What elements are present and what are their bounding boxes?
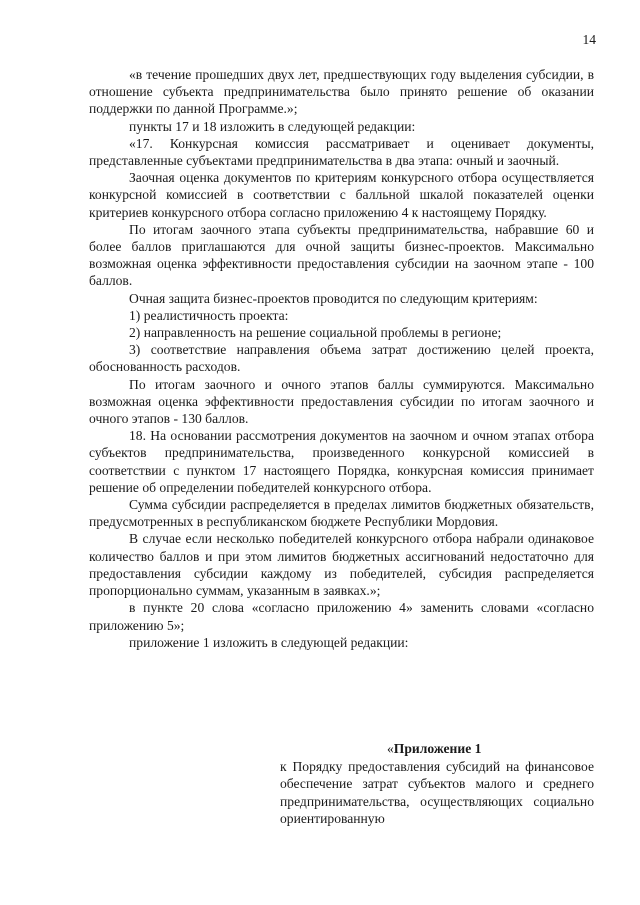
appendix-open-quote: « bbox=[387, 741, 394, 756]
paragraph-9: Сумма субсидии распределяется в пределах лимитов бюджетных обязательств, предусмотренных в республиканском бюджете Республики Мордовия. bbox=[89, 497, 594, 530]
appendix-title-text: Приложение 1 bbox=[393, 741, 482, 756]
paragraph-11: в пункте 20 слова «согласно приложению 4» заменить словами «согласно приложению 5»; bbox=[89, 600, 594, 633]
appendix-text: к Порядку предоставления субсидий на финансовое обеспечение затрат субъектов малого и среднего предпринимательства, осуществляющих социально ориентированную bbox=[280, 759, 594, 826]
paragraph-7: По итогам заочного и очного этапов баллы суммируются. Максимально возможная оценка эффективности предоставления субсидии по итогам заочного и очного этапов - 130 баллов. bbox=[89, 376, 594, 427]
paragraph-1: «в течение прошедших двух лет, предшествующих году выделения субсидии, в отношение субъекта предпринимательства было принято решение об оказании поддержки по данной Программе.»; bbox=[89, 67, 594, 117]
list-item-3: 3) соответствие направления объема затрат достижению целей проекта, обоснованность расходов. bbox=[89, 342, 594, 375]
paragraph-10: В случае если несколько победителей конкурсного отбора набрали одинаковое количество баллов и при этом лимитов бюджетных ассигнований недостаточно для предоставления субсидии каждому из победителей, субсидия распределяется пропорционально суммам, указанным в заявках.»; bbox=[89, 531, 594, 599]
paragraph-5: По итогам заочного этапа субъекты предпринимательства, набравшие 60 и более баллов приглашаются для очной защиты бизнес-проектов. Максимально возможная оценка эффективности предоставления субсидии на заочном этапе - 100 баллов. bbox=[89, 221, 594, 289]
appendix-block bbox=[280, 740, 594, 827]
page-number: 14 bbox=[582, 32, 596, 47]
paragraph-4: Заочная оценка документов по критериям конкурсного отбора осуществляется конкурсной комиссией в соответствии с балльной шкалой показателей оценки критериев конкурсного отбора согласно приложению 4 к настоящему Порядку. bbox=[89, 170, 594, 220]
list-item-1: 1) реалистичность проекта: bbox=[129, 307, 289, 323]
paragraph-8: 18. На основании рассмотрения документов на заочном и очном этапах отбора субъектов предпринимательства, произведенного конкурсной комиссией в соответствии с пунктом 17 настоящего Порядка, конкурсная комиссия принимает решение об определении победителей конкурсного отбора. bbox=[89, 428, 594, 495]
appendix-title bbox=[280, 740, 594, 757]
paragraph-2: пункты 17 и 18 изложить в следующей редакции: bbox=[129, 118, 416, 134]
paragraph-6: Очная защита бизнес-проектов проводится по следующим критериям: bbox=[129, 290, 538, 306]
body-text bbox=[89, 66, 594, 651]
list-item-2: 2) направленность на решение социальной проблемы в регионе; bbox=[129, 325, 502, 341]
paragraph-3: «17. Конкурсная комиссия рассматривает и оценивает документы, представленные субъектами предпринимательства в два этапа: очный и заочный. bbox=[89, 135, 594, 169]
paragraph-12: приложение 1 изложить в следующей редакции: bbox=[129, 634, 409, 650]
